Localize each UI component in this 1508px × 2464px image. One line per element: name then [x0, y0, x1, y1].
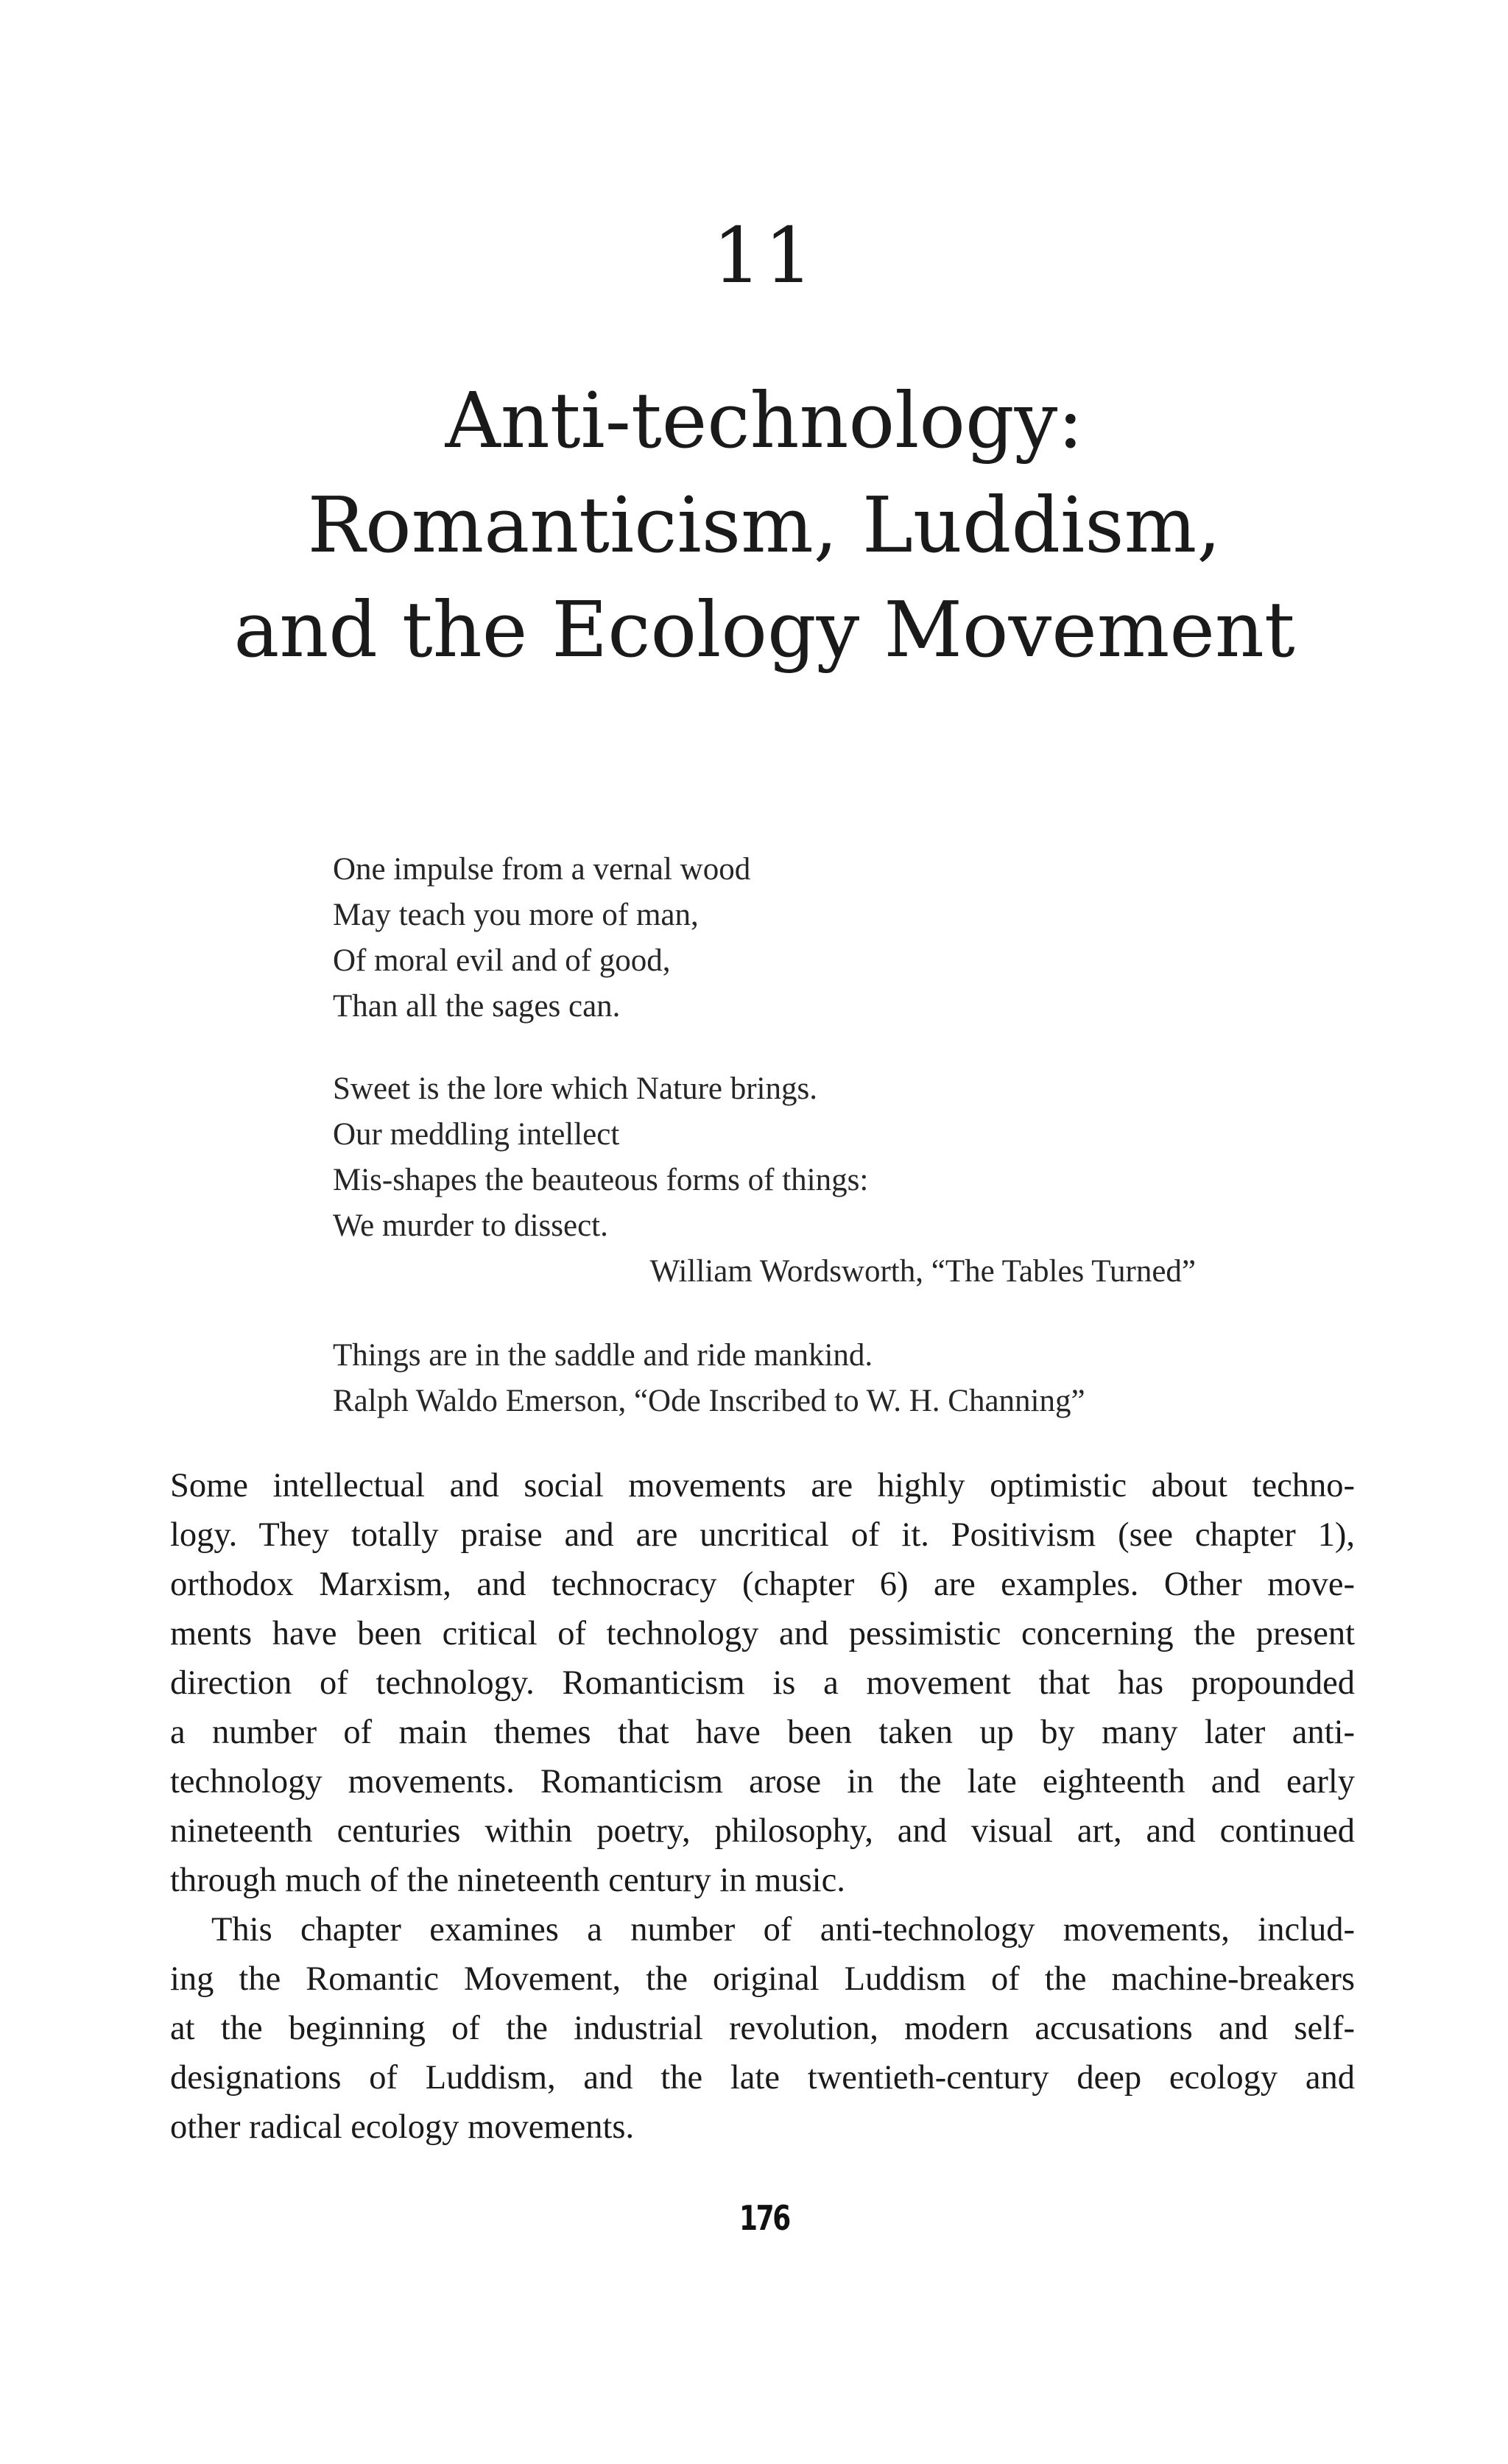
body-paragraph: [170, 1461, 1355, 1905]
epigraph-line: Than all the sages can.: [333, 989, 621, 1024]
epigraph-stanza: [333, 847, 1202, 1029]
text-line: This chapter examines a number of anti-technology movements, includ-: [211, 1911, 1355, 1949]
text-line: nineteenth centuries within poetry, philosophy, and visual art, and continued: [170, 1812, 1355, 1850]
chapter-title-line: Anti-technology:: [445, 376, 1084, 465]
text-line: through much of the nineteenth century in music.: [170, 1862, 845, 1899]
page-number: 176: [739, 2198, 789, 2238]
epigraph-attribution: Ralph Waldo Emerson, “Ode Inscribed to W. H. Channing”: [333, 1384, 1085, 1418]
epigraph-line: Things are in the saddle and ride mankind.: [333, 1338, 873, 1373]
epigraph-line: Of moral evil and of good,: [333, 943, 671, 978]
text-line: direction of technology. Romanticism is a movement that has propounded: [170, 1664, 1355, 1702]
epigraph-stanza: [333, 1333, 1202, 1424]
text-line: other radical ecology movements.: [170, 2108, 635, 2146]
epigraph-line: Sweet is the lore which Nature brings.: [333, 1071, 817, 1106]
text-line: orthodox Marxism, and technocracy (chapter 6) are examples. Other move-: [170, 1566, 1355, 1603]
text-line: ing the Romantic Movement, the original Luddism of the machine-breakers: [170, 1960, 1355, 1998]
epigraph-line: One impulse from a vernal wood: [333, 852, 751, 887]
epigraph-line: May teach you more of man,: [333, 898, 699, 932]
epigraph-attribution: William Wordsworth, “The Tables Turned”: [649, 1254, 1196, 1289]
text-line: technology movements. Romanticism arose in the late eighteenth and early: [170, 1763, 1355, 1801]
chapter-number: 11: [712, 211, 817, 300]
text-line: Some intellectual and social movements are highly optimistic about techno-: [170, 1467, 1355, 1504]
text-line: logy. They totally praise and are uncritical of it. Positivism (see chapter 1),: [170, 1516, 1355, 1554]
text-line: a number of main themes that have been taken up by many later anti-: [170, 1714, 1355, 1751]
text-line: ments have been critical of technology and pessimistic concerning the present: [170, 1615, 1355, 1652]
epigraph-line: Mis-shapes the beauteous forms of things:: [333, 1163, 869, 1197]
epigraph-stanza: [333, 1066, 1202, 1295]
body-paragraph: [170, 1905, 1355, 2152]
text-line: at the beginning of the industrial revolution, modern accusations and self-: [170, 2010, 1355, 2047]
chapter-title: [0, 368, 1508, 682]
epigraph-line: Our meddling intellect: [333, 1117, 620, 1152]
chapter-title-line: Romanticism, Luddism,: [307, 480, 1222, 570]
chapter-title-line: and the Ecology Movement: [233, 585, 1295, 675]
text-line: designations of Luddism, and the late twentieth-century deep ecology and: [170, 2059, 1355, 2097]
epigraph-line: We murder to dissect.: [333, 1208, 608, 1243]
